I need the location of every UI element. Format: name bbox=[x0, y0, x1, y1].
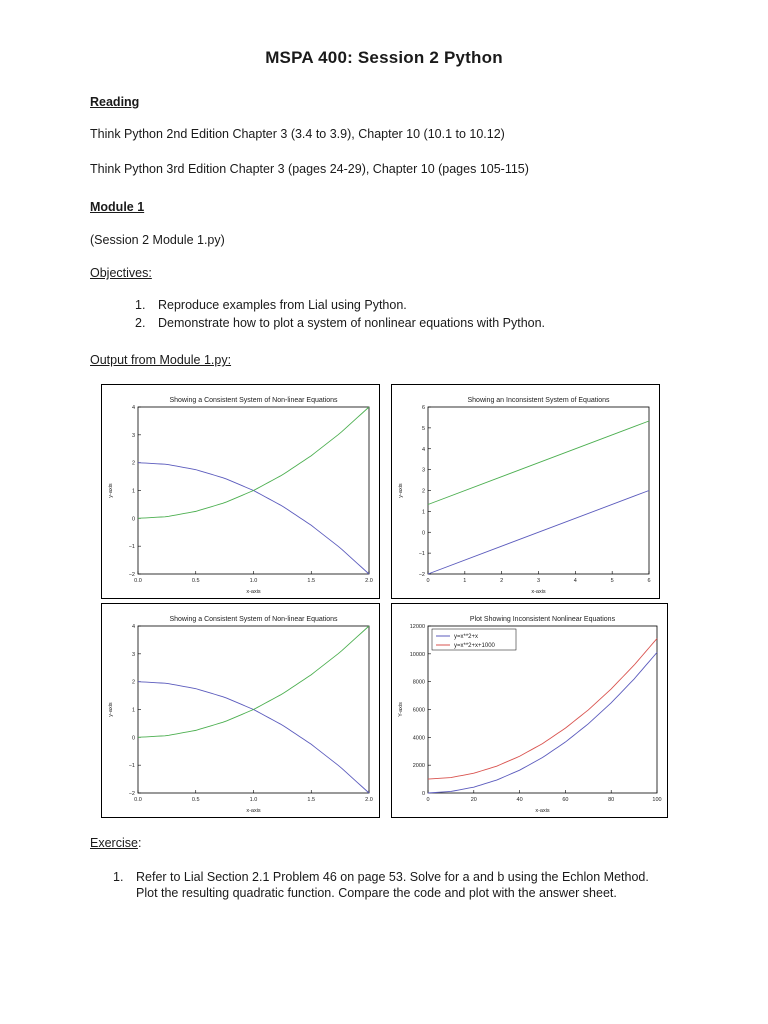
x-tick-label: 1.5 bbox=[307, 578, 316, 584]
series-line-1 bbox=[138, 463, 369, 574]
objective-item bbox=[135, 316, 675, 332]
objective-text: Demonstrate how to plot a system of nonlinear equations with Python. bbox=[158, 316, 546, 330]
y-tick-label: 2 bbox=[131, 679, 135, 686]
page-title: MSPA 400: Session 2 Python bbox=[265, 48, 503, 67]
chart-title: Showing an Inconsistent System of Equations bbox=[467, 397, 610, 404]
objective-text: Reproduce examples from Lial using Python. bbox=[158, 298, 407, 312]
exercise-heading bbox=[90, 836, 141, 850]
chart-svg bbox=[102, 604, 379, 817]
y-tick-label: 1 bbox=[131, 488, 135, 495]
series-line-2 bbox=[138, 626, 369, 737]
y-tick-label: 4 bbox=[131, 405, 135, 411]
y-tick-label: −1 bbox=[418, 551, 425, 558]
y-tick-label: 6 bbox=[421, 405, 425, 411]
x-tick-label: 80 bbox=[608, 797, 615, 803]
series-line-2 bbox=[138, 407, 369, 518]
x-tick-label: 20 bbox=[470, 797, 477, 803]
x-tick-label: 5 bbox=[610, 578, 614, 584]
exercise-heading-colon: : bbox=[137, 836, 142, 850]
x-tick-label: 1.0 bbox=[249, 797, 258, 803]
chart-title: Plot Showing Inconsistent Nonlinear Equations bbox=[469, 616, 616, 623]
x-tick-label: 4 bbox=[573, 578, 577, 584]
x-tick-label: 1.0 bbox=[249, 578, 258, 584]
series-line-1 bbox=[138, 682, 369, 793]
x-tick-label: 0.5 bbox=[191, 797, 200, 803]
x-axis-label: x-axis bbox=[246, 808, 261, 814]
x-tick-label: 0.0 bbox=[134, 578, 142, 584]
x-tick-label: 2 bbox=[500, 578, 504, 584]
x-tick-label: 2.0 bbox=[365, 578, 373, 584]
exercise-heading-text: Exercise bbox=[90, 836, 138, 850]
x-tick-label: 60 bbox=[562, 797, 569, 803]
y-tick-label: 5 bbox=[421, 425, 425, 432]
exercise-item bbox=[113, 870, 673, 904]
module-heading: Module 1 bbox=[90, 200, 145, 214]
y-tick-label: 1 bbox=[421, 509, 425, 516]
y-tick-label: 2000 bbox=[412, 763, 425, 770]
y-tick-label: 0 bbox=[131, 516, 135, 523]
y-tick-label: 2 bbox=[131, 460, 135, 467]
reading-line-2: Think Python 3rd Edition Chapter 3 (pages 24-29), Chapter 10 (pages 105-115) bbox=[90, 162, 529, 176]
x-tick-label: 6 bbox=[647, 578, 651, 584]
y-axis-label: y-axis bbox=[108, 702, 114, 717]
y-tick-label: −2 bbox=[128, 572, 135, 578]
y-tick-label: 3 bbox=[421, 467, 425, 474]
x-tick-label: 40 bbox=[516, 797, 523, 803]
y-tick-label: 4 bbox=[421, 446, 425, 453]
chart-svg bbox=[392, 385, 659, 598]
objective-number: 2. bbox=[135, 316, 146, 330]
series-line-2 bbox=[428, 421, 649, 505]
x-tick-label: 0.0 bbox=[134, 797, 142, 803]
y-tick-label: 10000 bbox=[409, 651, 425, 658]
y-tick-label: −1 bbox=[128, 544, 135, 551]
reading-line-1: Think Python 2nd Edition Chapter 3 (3.4 to 3.9), Chapter 10 (10.1 to 10.12) bbox=[90, 127, 505, 141]
x-tick-label: 2.0 bbox=[365, 797, 373, 803]
x-tick-label: 0.5 bbox=[191, 578, 200, 584]
series-line-1 bbox=[428, 491, 649, 575]
y-tick-label: 12000 bbox=[409, 624, 425, 630]
chart-inconsistent-linear bbox=[391, 384, 660, 599]
exercise-number: 1. bbox=[113, 870, 124, 884]
y-tick-label: 8000 bbox=[412, 679, 425, 686]
y-tick-label: 1 bbox=[131, 707, 135, 714]
y-tick-label: 6000 bbox=[412, 707, 425, 714]
exercise-line-1: Refer to Lial Section 2.1 Problem 46 on page 53. Solve for a and b using the Echlon Method. bbox=[136, 870, 649, 884]
plot-frame bbox=[428, 407, 649, 574]
legend-entry: y=x**2+x bbox=[454, 634, 479, 640]
module-file: (Session 2 Module 1.py) bbox=[90, 233, 225, 247]
y-tick-label: −2 bbox=[418, 572, 425, 578]
reading-heading: Reading bbox=[90, 95, 140, 109]
chart-title: Showing a Consistent System of Non-linear Equations bbox=[169, 397, 338, 404]
x-tick-label: 100 bbox=[652, 797, 662, 803]
objective-item bbox=[135, 298, 675, 314]
x-tick-label: 0 bbox=[426, 797, 430, 803]
y-tick-label: 3 bbox=[131, 432, 135, 439]
y-axis-label: y-axis bbox=[398, 483, 404, 498]
y-tick-label: 0 bbox=[131, 735, 135, 742]
y-tick-label: 4 bbox=[131, 624, 135, 630]
chart-title: Showing a Consistent System of Non-linear Equations bbox=[169, 616, 338, 623]
plot-frame bbox=[428, 626, 657, 793]
objectives-heading: Objectives: bbox=[90, 266, 152, 280]
objective-number: 1. bbox=[135, 298, 146, 312]
legend-entry: y=x**2+x+1000 bbox=[454, 643, 495, 649]
x-axis-label: x-axis bbox=[246, 589, 261, 595]
y-tick-label: 0 bbox=[421, 791, 425, 797]
x-tick-label: 0 bbox=[426, 578, 430, 584]
x-tick-label: 1 bbox=[463, 578, 467, 584]
series-line-1 bbox=[428, 652, 657, 793]
y-axis-label: Y-axis bbox=[398, 702, 404, 717]
y-tick-label: 0 bbox=[421, 530, 425, 537]
y-axis-label: y-axis bbox=[108, 483, 114, 498]
y-tick-label: 4000 bbox=[412, 735, 425, 742]
x-tick-label: 3 bbox=[536, 578, 541, 584]
x-axis-label: x-axis bbox=[535, 808, 550, 814]
chart-consistent-nonlinear-2 bbox=[101, 603, 380, 818]
y-tick-label: 3 bbox=[131, 651, 135, 658]
chart-svg bbox=[392, 604, 667, 817]
exercise-line-2: Plot the resulting quadratic function. Compare the code and plot with the answer sheet. bbox=[136, 886, 617, 900]
output-heading: Output from Module 1.py: bbox=[90, 353, 232, 367]
x-axis-label: x-axis bbox=[531, 589, 546, 595]
y-tick-label: −2 bbox=[128, 791, 135, 797]
y-tick-label: −1 bbox=[128, 763, 135, 770]
chart-svg bbox=[102, 385, 379, 598]
chart-consistent-nonlinear-1 bbox=[101, 384, 380, 599]
y-tick-label: 2 bbox=[421, 488, 425, 495]
chart-inconsistent-nonlinear bbox=[391, 603, 668, 818]
x-tick-label: 1.5 bbox=[307, 797, 316, 803]
